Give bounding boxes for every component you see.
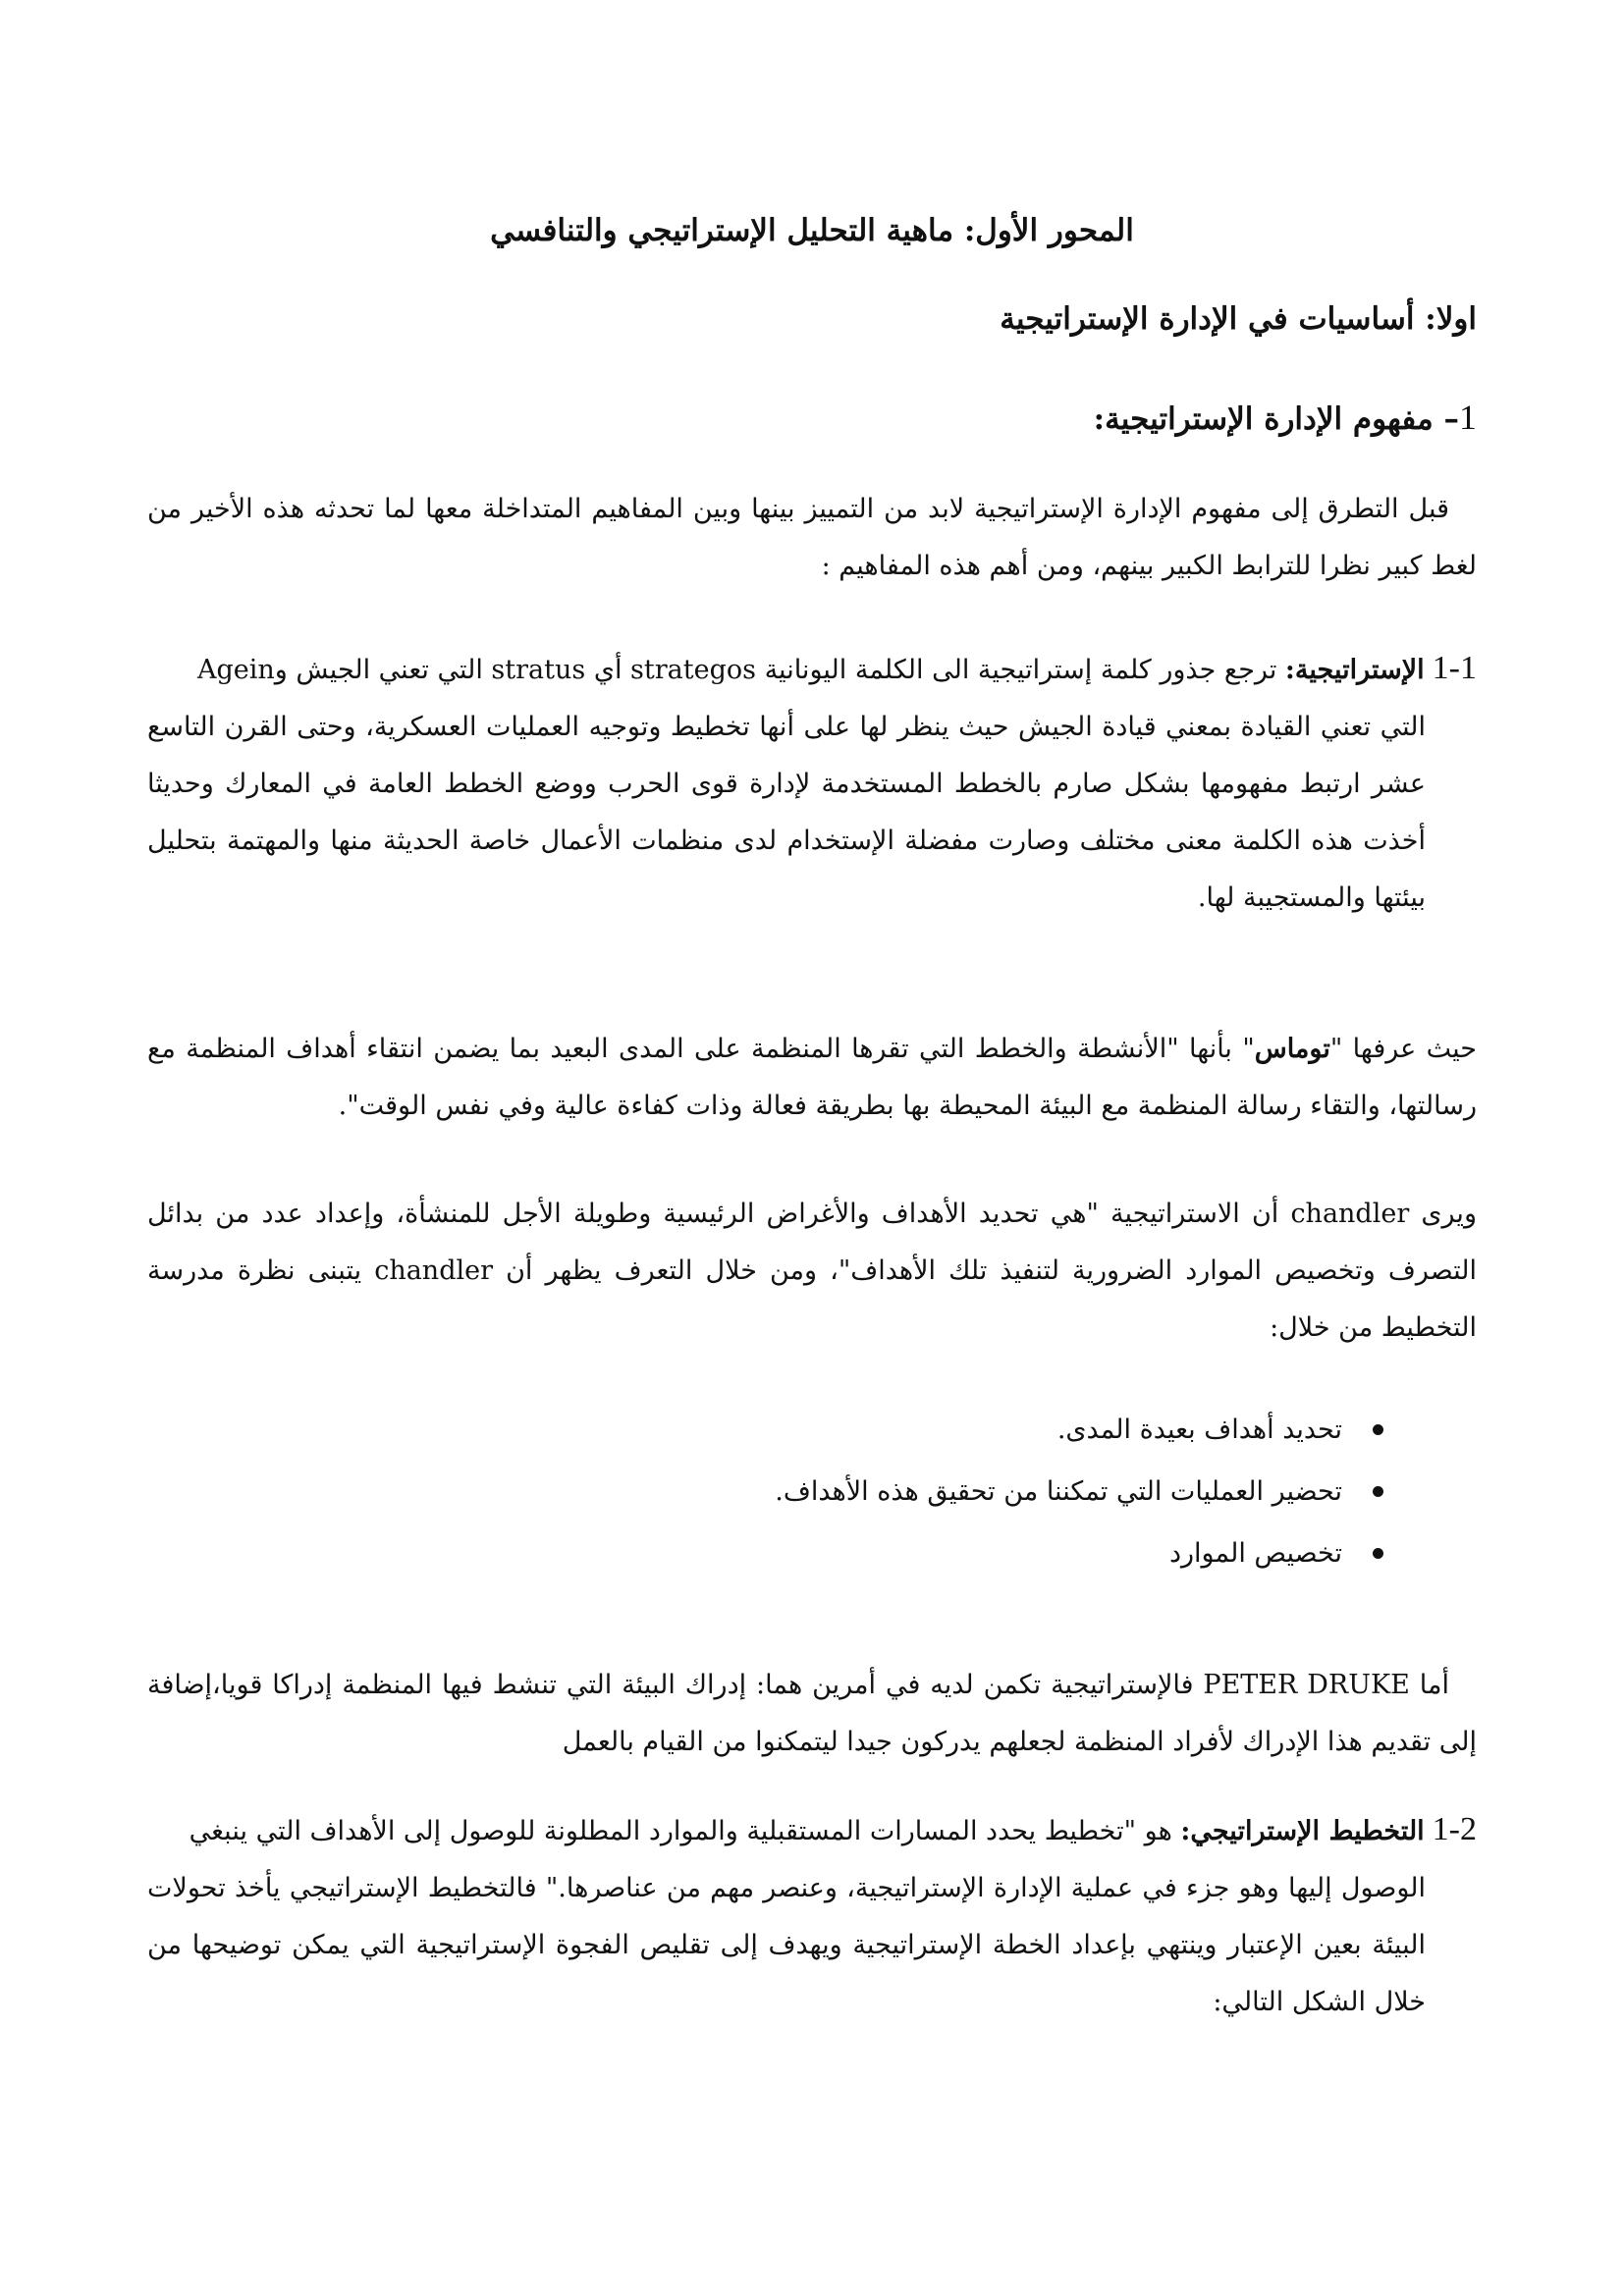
item-term: التخطيط الإستراتيجي: — [1180, 1816, 1425, 1846]
bullet-dot-icon — [1373, 1548, 1383, 1559]
list-item — [775, 1522, 1383, 1584]
thomas-prefix: حيث عرفها " — [1329, 1034, 1477, 1064]
bullet-dot-icon — [1373, 1486, 1383, 1497]
bullet-list — [775, 1399, 1383, 1584]
item-continuation: الوصول إليها وهو جزء في عملية الإدارة الإستراتيجية، وعنصر مهم من عناصرها." فالتخطيط الإستراتيجي يأخذ تحولات البيئة بعين الإعتبار وينتهي بإعداد الخطة الإستراتيجية ويهدف إلى تقليص الفجوة الإستراتيجية التي يمكن توضيحها من خلال الشكل التالي: — [147, 1873, 1426, 2017]
intro-paragraph: قبل التطرق إلى مفهوم الإدارة الإستراتيجية لابد من التمييز بينها وبين المفاهيم المتداخلة معها لما تحدثه هذه الأخير من لغط كبير نظرا للترابط الكبير بينهم، ومن أهم هذه المفاهيم : — [147, 494, 1477, 581]
list-item-text: تحضير العمليات التي تمكننا من تحقيق هذه الأهداف. — [775, 1476, 1342, 1507]
list-item — [775, 1399, 1383, 1461]
item-first-line: ترجع جذور كلمة إستراتيجية الى الكلمة اليونانية strategos أي stratus التي تعني الجيش وAgein — [196, 655, 1285, 685]
chandler-paragraph: ويرى chandler أن الاستراتيجية "هي تحديد الأهداف والأغراض الرئيسية وطويلة الأجل للمنشأة، وإعداد عدد من بدائل التصرف وتخصيص الموارد الضرورية لتنفيذ تلك الأهداف"، ومن خلال التعرف يظهر أن chandler يتبنى نظرة مدرسة التخطيط من خلال: — [147, 1199, 1478, 1343]
list-item — [775, 1461, 1383, 1522]
sub-heading — [1094, 388, 1477, 449]
list-item-text: تخصيص الموارد — [1168, 1538, 1342, 1569]
page-title: المحور الأول: ماهية التحليل الإستراتيجي والتنافسي — [490, 213, 1134, 248]
strategy-definition-item — [147, 640, 1477, 927]
item-first-line: هو "تخطيط يحدد المسارات المستقبلية والموارد المطلونة للوصول إلى الأهداف التي ينبغي — [189, 1816, 1181, 1846]
thomas-name: توماس — [1254, 1034, 1330, 1064]
section-heading: اولا: أساسيات في الإدارة الإستراتيجية — [1000, 301, 1477, 337]
sub-heading-number: 1 — [1459, 398, 1477, 437]
druker-paragraph: أما PETER DRUKE فالإستراتيجية تكمن لديه في أمرين هما: إدراك البيئة التي تنشط فيها المنظمة إدراكا قويا،إضافة إلى تقديم هذا الإدراك لأفراد المنظمة لجعلهم يدركون جيدا ليتمكنوا من القيام بالعمل — [147, 1670, 1477, 1757]
thomas-suffix: " بأنها "الأنشطة والخطط التي تقرها المنظمة على المدى البعيد بما يضمن انتقاء أهداف المنظمة مع رسالتها، والتقاء رسالة المنظمة مع البيئة المحيطة بها بطريقة فعالة وذات كفاءة عالية وفي نفس الوقت". — [147, 1034, 1477, 1121]
sub-heading-text: – مفهوم الإدارة الإستراتيجية: — [1093, 401, 1459, 437]
thomas-paragraph — [147, 1021, 1477, 1135]
bullet-dot-icon — [1373, 1424, 1383, 1435]
item-number: 1-1 — [1432, 650, 1477, 686]
list-item-text: تحديد أهداف بعيدة المدى. — [1056, 1415, 1342, 1445]
item-number: 1-2 — [1432, 1811, 1477, 1847]
item-continuation: التي تعني القيادة بمعني قيادة الجيش حيث ينظر لها على أنها تخطيط وتوجيه العمليات العسكرية، وحتى القرن التاسع عشر ارتبط مفهومها بشكل صارم بالخطط المستخدمة لإدارة قوى الحرب ووضع الخطط العامة في المعارك وحديثا أخذت هذه الكلمة معنى مختلف وصارت مفضلة الإستخدام لدى منظمات الأعمال خاصة الحديثة منها والمهتمة بتحليل بيئتها والمستجيبة لها. — [147, 712, 1426, 913]
planning-definition-item — [147, 1801, 1477, 2031]
item-term: الإستراتيجية: — [1284, 655, 1425, 685]
